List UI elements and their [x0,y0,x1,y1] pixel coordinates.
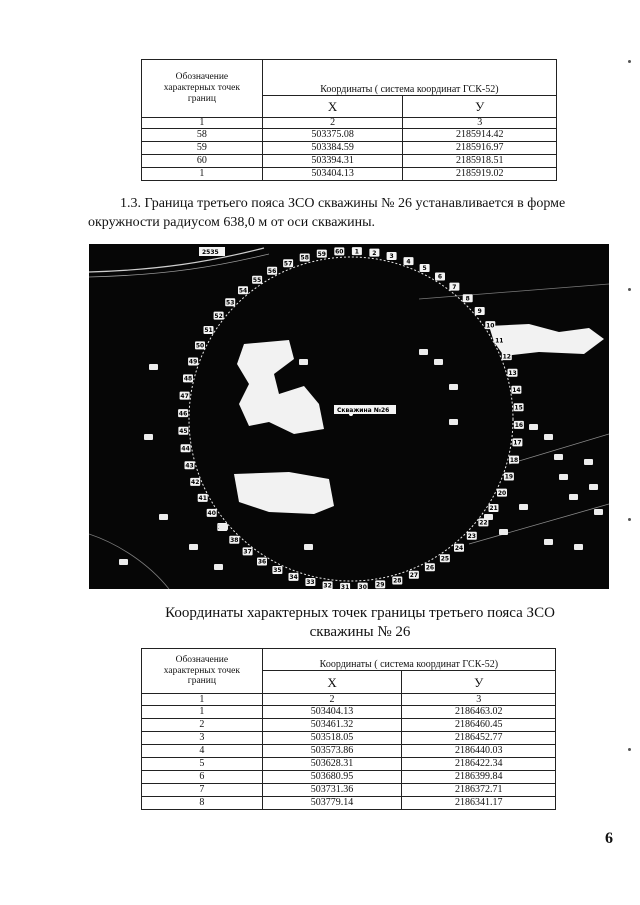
boundary-point-number: 54 [238,287,248,295]
table-row [142,745,556,758]
boundary-point-number: 29 [376,581,385,589]
boundary-point-label [494,336,504,344]
boundary-point-label [509,456,519,464]
boundary-point-label [252,276,262,284]
parcel-marker [189,544,198,550]
boundary-point-number: 10 [486,322,495,330]
boundary-point-number: 19 [504,473,514,481]
coord-y: 2186460.45 [402,719,556,732]
boundary-point-number: 44 [181,445,190,453]
boundary-point-number: 20 [497,489,507,497]
header-designation-line2: характерных точек [163,83,240,94]
boundary-point-label [352,247,362,255]
coord-x: 503573.86 [262,745,402,758]
boundary-point-label [181,444,191,452]
coord-x: 503394.31 [262,155,403,168]
header-x: X [262,671,402,694]
boundary-point-label [323,581,333,589]
boundary-point-label [225,298,235,306]
parcel-marker [499,529,508,535]
boundary-point-number: 43 [185,462,194,470]
boundary-point-label [207,509,217,517]
col-num-2: 2 [262,694,402,706]
boundary-point-number: 7 [452,283,457,291]
parcel-marker [144,434,153,440]
table-row [142,168,557,181]
scan-speck [628,748,631,751]
boundary-point-label [404,257,414,265]
road-label: 2535 [202,249,219,256]
boundary-point-label [198,494,208,502]
boundary-point-label [190,478,200,486]
table-row [142,719,556,732]
parcel-marker [434,359,443,365]
boundary-point-number: 35 [273,567,282,575]
boundary-point-number: 31 [340,584,350,589]
boundary-point-label [178,427,188,435]
header-y: У [403,96,557,118]
coord-x: 503731.36 [262,784,402,797]
boundary-point-label [387,252,397,260]
boundary-point-number: 14 [512,387,521,394]
boundary-point-label [188,358,198,366]
boundary-point-number: 25 [440,555,450,563]
boundary-point-label [425,563,435,571]
boundary-point-label [204,326,214,334]
boundary-point-label [475,307,485,315]
boundary-point-label [185,461,195,469]
header-designation-line1: Обозначение [175,654,229,665]
parcel-marker [159,514,168,520]
boundary-point-label [514,403,524,411]
col-num-1: 1 [142,118,263,129]
boundary-paragraph [88,194,620,232]
parcel-marker [544,539,553,545]
paragraph-line2: окружности радиусом 638,0 м от оси скважины. [88,215,375,230]
coord-x: 503404.13 [262,706,402,719]
parcel-marker [149,364,158,370]
boundary-point-label [420,264,430,272]
coord-y: 2185916.97 [403,142,557,155]
parcel-marker [519,504,528,510]
point-id: 6 [142,771,263,784]
boundary-point-label [214,312,224,320]
coord-x: 503384.59 [262,142,403,155]
boundary-point-label [375,580,385,588]
page-number: 6 [605,830,613,847]
zso-map [89,244,609,589]
coord-y: 2186452.77 [402,732,556,745]
boundary-point-label [183,374,193,382]
boundary-point-number: 33 [306,579,315,587]
parcel-marker [299,359,308,365]
boundary-point-label [508,369,518,377]
boundary-point-number: 32 [323,582,332,589]
boundary-point-label [358,583,368,589]
boundary-point-number: 8 [465,295,470,303]
parcel-marker [589,484,598,490]
boundary-point-number: 52 [214,312,223,320]
point-id: 8 [142,797,263,810]
boundary-point-label [435,273,445,281]
point-id: 5 [142,758,263,771]
scan-speck [628,60,631,63]
parcel-marker [569,494,578,500]
scan-speck [628,288,631,291]
col-num-1: 1 [142,694,263,706]
boundary-point-number: 47 [180,392,189,400]
boundary-point-label [392,577,402,585]
boundary-point-number: 3 [389,253,394,261]
header-designation-line3: границ [187,676,216,687]
point-id: 59 [142,142,263,155]
boundary-point-label [267,267,277,275]
parcel-marker [594,509,603,515]
boundary-point-number: 15 [514,404,523,412]
map-canvas [89,244,609,589]
parcel-marker [559,474,568,480]
boundary-point-number: 27 [409,572,419,579]
boundary-point-number: 55 [252,276,262,284]
header-designation-line3: границ [187,93,216,104]
col-num-2: 2 [262,118,403,129]
parcel-marker [214,564,223,570]
paragraph-line1: 1.3. Граница третьего пояса ЗСО скважины № 26 устанавливается в форме [120,196,566,211]
parcel-marker [529,424,538,430]
parcel-marker [544,434,553,440]
parcel-marker [574,544,583,550]
table-row [142,142,557,155]
boundary-point-label [511,386,521,394]
built-area [489,324,604,356]
boundary-point-label [272,566,282,574]
table-row [142,758,556,771]
boundary-point-number: 16 [514,422,524,430]
table-caption-line2: скважины № 26 [309,624,411,640]
point-id: 58 [142,129,263,142]
well-label: Скважина №26 [337,407,390,414]
boundary-point-number: 28 [393,577,402,585]
boundary-point-number: 41 [198,495,207,503]
coord-x: 503628.31 [262,758,402,771]
boundary-point-label [514,421,524,429]
coordinates-table-bottom [141,648,556,810]
boundary-point-number: 12 [502,353,511,361]
coord-x: 503779.14 [262,797,402,810]
coord-y: 2186440.03 [402,745,556,758]
coord-y: 2186399.84 [402,771,556,784]
boundary-point-number: 48 [183,375,193,383]
boundary-point-label [369,249,379,257]
coordinates-table-top [141,59,557,181]
parcel-marker [554,454,563,460]
parcel-marker [449,419,458,425]
boundary-point-label [334,247,344,255]
header-y: У [402,671,556,694]
col-num-3: 3 [402,694,556,706]
point-id: 3 [142,732,263,745]
boundary-point-number: 23 [467,532,476,540]
table-row [142,706,556,719]
header-designation [142,649,263,694]
boundary-point-label [502,352,512,360]
coord-x: 503375.08 [262,129,403,142]
col-num-3: 3 [403,118,557,129]
boundary-point-label [178,409,188,417]
boundary-point-label [409,571,419,579]
boundary-point-label [283,259,293,267]
table-row [142,732,556,745]
table-row [142,129,557,142]
point-id: 7 [142,784,263,797]
boundary-point-number: 37 [243,548,252,556]
coord-y: 2186341.17 [402,797,556,810]
boundary-point-number: 38 [230,537,239,544]
boundary-point-number: 2 [372,249,377,257]
boundary-point-label [497,489,507,497]
boundary-point-number: 21 [489,505,498,513]
header-x: X [262,96,403,118]
boundary-point-number: 4 [406,258,411,266]
point-id: 60 [142,155,263,168]
boundary-point-label [300,254,310,262]
boundary-point-label [489,504,499,512]
boundary-point-number: 36 [257,558,267,566]
boundary-point-label [467,532,477,540]
table-caption-line1: Координаты характерных точек границы третьего пояса ЗСО [165,605,555,621]
coord-y: 2186463.02 [402,706,556,719]
coord-y: 2186422.34 [402,758,556,771]
boundary-point-number: 59 [317,250,326,258]
boundary-point-label [512,438,522,446]
boundary-point-label [463,294,473,302]
boundary-point-label [440,554,450,562]
boundary-point-number: 30 [358,583,367,589]
boundary-point-label [257,558,267,566]
parcel-marker [419,349,428,355]
header-coordinates: Координаты ( система координат ГСК-52) [262,60,556,96]
table-row [142,155,557,168]
boundary-point-number: 26 [425,564,435,572]
parcel-marker [304,544,313,550]
boundary-point-number: 49 [188,358,198,366]
header-designation-line2: характерных точек [163,665,240,676]
header-designation [142,60,263,118]
coord-x: 503680.95 [262,771,402,784]
boundary-point-number: 1 [354,248,359,256]
boundary-point-number: 24 [454,544,464,552]
table-row [142,797,556,810]
coord-x: 503518.05 [262,732,402,745]
coord-y: 2186372.71 [402,784,556,797]
boundary-point-number: 45 [179,427,188,435]
boundary-point-label [243,547,253,555]
boundary-point-number: 58 [300,254,309,262]
boundary-point-label [485,321,495,329]
header-designation-line1: Обозначение [175,72,229,83]
boundary-point-label [289,573,299,581]
header-coordinates: Координаты ( система координат ГСК-52) [262,649,555,671]
boundary-point-number: 18 [509,456,519,464]
boundary-point-number: 17 [513,439,522,447]
parcel-marker [219,524,228,530]
boundary-point-number: 56 [267,267,277,275]
boundary-point-number: 11 [495,337,504,345]
boundary-point-label [504,473,514,481]
boundary-point-label [340,583,350,589]
boundary-point-number: 34 [289,574,298,582]
boundary-point-number: 60 [335,248,344,256]
coord-x: 503461.32 [262,719,402,732]
boundary-point-label [229,536,239,544]
boundary-point-number: 53 [226,299,235,307]
boundary-point-number: 6 [437,273,443,281]
boundary-point-label [454,544,464,552]
boundary-point-number: 42 [191,479,200,487]
boundary-point-label [317,250,327,258]
parcel-marker [484,514,493,520]
boundary-point-label [195,341,205,349]
point-id: 1 [142,168,263,181]
boundary-point-number: 13 [508,369,517,377]
boundary-point-number: 22 [479,519,488,527]
coord-y: 2185919.02 [403,168,557,181]
boundary-point-number: 40 [207,510,216,518]
table-row [142,784,556,797]
boundary-point-label [449,283,459,291]
point-id: 1 [142,706,263,719]
boundary-point-number: 5 [422,265,427,273]
coord-x: 503404.13 [262,168,403,181]
scan-speck [628,518,631,521]
parcel-marker [119,559,128,565]
table-row [142,771,556,784]
boundary-point-number: 46 [178,410,188,418]
boundary-point-label [238,286,248,294]
point-id: 2 [142,719,263,732]
parcel-marker [449,384,458,390]
point-id: 4 [142,745,263,758]
coord-y: 2185914.42 [403,129,557,142]
boundary-point-number: 9 [477,308,482,316]
coord-y: 2185918.51 [403,155,557,168]
parcel-marker [584,459,593,465]
boundary-point-number: 50 [195,342,205,350]
boundary-point-number: 51 [204,327,213,335]
boundary-point-label [305,578,315,586]
boundary-point-label [180,392,190,400]
boundary-point-number: 57 [283,260,293,268]
